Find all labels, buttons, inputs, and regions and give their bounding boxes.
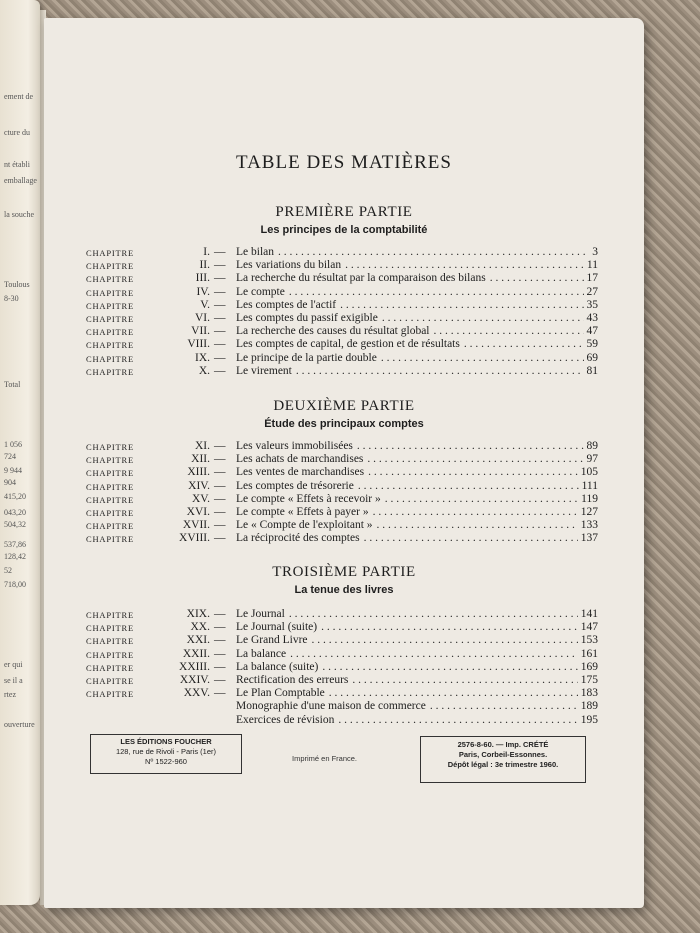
part-3-title: TROISIÈME PARTIE — [272, 564, 416, 580]
toc-row — [86, 634, 598, 647]
left-page-fragment: Total — [4, 380, 21, 389]
em-dash: — — [214, 505, 226, 518]
chapter-title-text: Le bilan — [236, 246, 274, 258]
em-dash: — — [214, 285, 226, 298]
em-dash: — — [214, 259, 226, 272]
left-page-fragment: 128,42 — [4, 552, 26, 561]
toc-row — [86, 506, 598, 519]
page-number: 183 — [578, 687, 598, 700]
part-1-subtitle: Les principes de la comptabilité — [260, 224, 428, 236]
chapter-label: CHAPITRE — [86, 313, 134, 324]
extra-title — [236, 714, 598, 727]
em-dash: — — [214, 466, 226, 479]
extra-title-text: Exercices de révision — [236, 713, 335, 726]
em-dash: — — [214, 338, 226, 351]
toc-row — [86, 286, 598, 299]
chapter-title-text: Les comptes de capital, de gestion et de résultats — [236, 338, 460, 351]
chapter-title — [236, 338, 598, 351]
em-dash: — — [214, 479, 226, 492]
chapter-label: CHAPITRE — [86, 662, 134, 673]
em-dash: — — [214, 272, 226, 285]
page-number: 195 — [578, 714, 598, 727]
em-dash: — — [214, 351, 226, 364]
em-dash: — — [214, 519, 226, 532]
page-number: 27 — [584, 286, 599, 299]
printed-in-france: Imprimé en France. — [292, 754, 358, 763]
chapter-label: CHAPITRE — [86, 610, 134, 620]
chapter-label: CHAPITRE — [86, 340, 134, 351]
toc-row — [86, 246, 598, 259]
chapter-title — [236, 440, 598, 453]
toc-row — [86, 493, 598, 506]
chapter-title-text: Le virement — [236, 364, 292, 377]
publisher-address: 128, rue de Rivoli - Paris (1er) — [115, 747, 217, 756]
toc-row — [86, 272, 598, 285]
chapter-title — [236, 352, 598, 365]
chapter-title-text: Les ventes de marchandises — [236, 466, 365, 479]
em-dash: — — [214, 298, 226, 311]
chapter-label: CHAPITRE — [86, 327, 134, 338]
chapter-number: IV. — [196, 285, 210, 298]
page-number: 169 — [578, 661, 598, 674]
page-number: 11 — [584, 259, 598, 272]
chapter-label: CHAPITRE — [86, 468, 134, 479]
chapter-title-text: Les achats de marchandises — [236, 453, 364, 466]
left-page-fragment: nt établi — [4, 160, 30, 169]
em-dash: — — [214, 532, 226, 545]
page-title: TABLE DES MATIÈRES — [236, 152, 452, 173]
chapter-title — [236, 466, 598, 479]
chapter-number: VII. — [191, 325, 210, 338]
chapter-number: XIII. — [187, 466, 210, 479]
chapter-label: CHAPITRE — [86, 442, 134, 452]
toc-row — [86, 259, 598, 272]
chapter-title — [236, 608, 598, 621]
page-number: 81 — [584, 365, 599, 378]
chapter-title — [236, 532, 598, 545]
chapter-number: XV. — [191, 492, 210, 505]
chapter-label: CHAPITRE — [86, 689, 134, 700]
chapter-label: CHAPITRE — [86, 649, 134, 660]
chapter-title-text: Le Grand Livre — [236, 634, 308, 647]
toc-row — [86, 687, 598, 700]
chapter-number: XIV. — [188, 479, 210, 492]
chapter-number: XVII. — [182, 519, 210, 532]
chapter-title-text: La réciprocité des comptes — [236, 532, 360, 545]
em-dash: — — [214, 311, 226, 324]
chapter-label: CHAPITRE — [86, 507, 134, 518]
toc-row — [86, 480, 598, 493]
page-number: 153 — [578, 634, 598, 647]
chapter-number: I. — [203, 246, 210, 258]
chapter-label: CHAPITRE — [86, 353, 134, 364]
left-page-fragment: la souche — [4, 210, 34, 219]
em-dash: — — [214, 492, 226, 505]
page-number: 17 — [584, 272, 599, 285]
chapter-number: X. — [198, 364, 210, 377]
chapter-number: XXIV. — [179, 673, 210, 686]
chapter-label: CHAPITRE — [86, 675, 134, 686]
chapter-label: CHAPITRE — [86, 481, 134, 492]
page-number: 175 — [578, 674, 598, 687]
part-1-title: PREMIÈRE PARTIE — [275, 204, 413, 220]
chapter-label: CHAPITRE — [86, 623, 134, 634]
chapter-title-text: Le principe de la partie double — [236, 351, 377, 364]
publisher-box — [90, 734, 242, 774]
chapter-title — [236, 272, 598, 285]
chapter-title — [236, 493, 598, 506]
page-number: 47 — [584, 325, 599, 338]
left-page-fragment: emballage — [4, 176, 37, 185]
page-number: 69 — [584, 352, 599, 365]
chapter-title-text: Le Plan Comptable — [236, 687, 325, 700]
chapter-label: CHAPITRE — [86, 534, 134, 545]
em-dash: — — [214, 673, 226, 686]
chapter-title-text: Les valeurs immobilisées — [236, 440, 353, 452]
chapter-title — [236, 506, 598, 519]
left-page-fragment: 9 944 — [4, 466, 22, 475]
printer-line-2: Paris, Corbeil-Essonnes. — [458, 750, 548, 759]
chapter-title — [236, 286, 598, 299]
part-3-chapter-list — [86, 608, 598, 727]
part-2-subtitle: Étude des principaux comptes — [264, 418, 424, 430]
toc-row — [86, 299, 598, 312]
chapter-title-text: La recherche des causes du résultat global — [236, 325, 430, 338]
em-dash: — — [214, 634, 226, 647]
chapter-number: XXIII. — [179, 660, 210, 673]
chapter-number: XXII. — [182, 647, 210, 660]
chapter-title-text: La recherche du résultat par la comparaison des bilans — [236, 272, 486, 285]
toc-row — [86, 608, 598, 621]
em-dash: — — [214, 325, 226, 338]
chapter-number: XXV. — [183, 687, 210, 700]
chapter-title — [236, 648, 598, 661]
chapter-title-text: Le compte — [236, 285, 285, 298]
toc-row-extra — [86, 714, 598, 727]
chapter-title — [236, 634, 598, 647]
page-number: 3 — [589, 246, 598, 259]
chapter-title-text: Rectification des erreurs — [236, 673, 349, 686]
chapter-title — [236, 325, 598, 338]
chapter-label: CHAPITRE — [86, 521, 134, 532]
chapter-number: XX. — [190, 621, 210, 634]
part-1-chapter-list — [86, 246, 598, 378]
chapter-label: CHAPITRE — [86, 274, 134, 285]
extra-title-text: Monographie d'une maison de commerce — [236, 700, 426, 713]
part-2-chapter-list — [86, 440, 598, 546]
chapter-title — [236, 453, 598, 466]
chapter-title-text: Le compte « Effets à recevoir » — [236, 492, 381, 505]
toc-row — [86, 325, 598, 338]
chapter-number: VIII. — [187, 338, 210, 351]
toc-row — [86, 312, 598, 325]
left-page-fragment: ement de — [4, 92, 34, 101]
chapter-label: CHAPITRE — [86, 261, 134, 272]
chapter-label: CHAPITRE — [86, 300, 134, 311]
toc-row — [86, 365, 598, 378]
left-page-fragment: 504,32 — [4, 520, 26, 529]
em-dash: — — [214, 440, 226, 452]
chapter-number: XVI. — [186, 505, 210, 518]
chapter-number: XXI. — [186, 634, 210, 647]
part-2-title: DEUXIÈME PARTIE — [273, 398, 415, 414]
page-number: 127 — [578, 506, 598, 519]
left-page — [0, 0, 40, 905]
chapter-title-text: Le compte « Effets à payer » — [236, 505, 369, 518]
chapter-label: CHAPITRE — [86, 287, 134, 298]
chapter-title — [236, 674, 598, 687]
chapter-number: II. — [199, 259, 210, 272]
chapter-title-text: La balance — [236, 647, 287, 660]
page-number: 35 — [584, 299, 599, 312]
toc-row — [86, 519, 598, 532]
em-dash: — — [214, 453, 226, 466]
toc-row — [86, 621, 598, 634]
page-number: 97 — [584, 453, 599, 466]
chapter-title — [236, 259, 598, 272]
chapter-title-text: Les comptes du passif exigible — [236, 311, 378, 324]
chapter-label: CHAPITRE — [86, 494, 134, 505]
chapter-title — [236, 661, 598, 674]
left-page-fragment: er qui — [4, 660, 23, 669]
chapter-title-text: Le Journal (suite) — [236, 621, 318, 634]
chapter-title — [236, 365, 598, 378]
chapter-title — [236, 246, 598, 259]
chapter-number: III. — [195, 272, 210, 285]
printer-line-3: Dépôt légal : 3e trimestre 1960. — [447, 760, 559, 769]
chapter-title-text: Le Journal — [236, 608, 285, 620]
chapter-label: CHAPITRE — [86, 366, 134, 377]
page-number: 147 — [578, 621, 598, 634]
chapter-title-text: Les comptes de trésorerie — [236, 479, 354, 492]
contents-page — [44, 18, 644, 908]
chapter-title-text: La balance (suite) — [236, 660, 319, 673]
left-page-fragment: 718,00 — [4, 580, 26, 589]
left-page-fragment: 8-30 — [4, 294, 19, 303]
left-page-fragment: se il a — [4, 676, 23, 685]
chapter-title-text: Les variations du bilan — [236, 259, 342, 272]
part-3-subtitle: La tenue des livres — [294, 584, 394, 596]
chapter-number: XI. — [194, 440, 210, 452]
chapter-title-text: Les comptes de l'actif — [236, 298, 337, 311]
chapter-number: VI. — [194, 311, 210, 324]
publisher-number: Nº 1522-960 — [145, 757, 187, 766]
chapter-number: XIX. — [186, 608, 210, 620]
em-dash: — — [214, 364, 226, 377]
chapter-label: CHAPITRE — [86, 636, 134, 647]
left-page-fragment: 537,86 — [4, 540, 26, 549]
left-page-fragment: 904 — [4, 478, 16, 487]
page-number: 111 — [579, 480, 598, 493]
extra-title — [236, 700, 598, 713]
chapter-title — [236, 687, 598, 700]
em-dash: — — [214, 660, 226, 673]
page-number: 89 — [584, 440, 599, 453]
toc-row — [86, 338, 598, 351]
printer-line-1: 2576-8-60. — Imp. CRÉTÉ — [457, 740, 549, 749]
em-dash: — — [214, 687, 226, 700]
page-number: 161 — [578, 648, 598, 661]
page-number: 137 — [578, 532, 598, 545]
chapter-title-text: Le « Compte de l'exploitant » — [236, 519, 373, 532]
page-number: 105 — [578, 466, 598, 479]
em-dash: — — [214, 608, 226, 620]
page-number: 119 — [578, 493, 598, 506]
chapter-number: IX. — [194, 351, 210, 364]
left-page-fragment: Toulous — [4, 280, 30, 289]
em-dash: — — [214, 246, 226, 258]
printer-box — [420, 736, 586, 783]
chapter-title — [236, 299, 598, 312]
page-number: 43 — [584, 312, 599, 325]
left-page-fragment: ouverture — [4, 720, 35, 729]
toc-row — [86, 532, 598, 545]
toc-row — [86, 440, 598, 453]
left-page-fragment: 043,20 — [4, 508, 26, 517]
chapter-title — [236, 312, 598, 325]
chapter-number: XVIII. — [179, 532, 210, 545]
page-number: 189 — [578, 700, 598, 713]
toc-row — [86, 352, 598, 365]
left-page-fragment: rtez — [4, 690, 16, 699]
publisher-name: LES ÉDITIONS FOUCHER — [120, 737, 212, 746]
page-number: 141 — [578, 608, 598, 621]
em-dash: — — [214, 647, 226, 660]
chapter-label: CHAPITRE — [86, 455, 134, 466]
chapter-title — [236, 621, 598, 634]
left-page-fragment: 724 — [4, 452, 16, 461]
chapter-label: CHAPITRE — [86, 248, 134, 258]
em-dash: — — [214, 621, 226, 634]
toc-row — [86, 674, 598, 687]
chapter-number: XII. — [191, 453, 210, 466]
left-page-fragment: cture du — [4, 128, 30, 137]
left-page-fragment: 1 056 — [4, 440, 22, 449]
chapter-title — [236, 480, 598, 493]
toc-row — [86, 661, 598, 674]
page-number: 59 — [584, 338, 599, 351]
chapter-title — [236, 519, 598, 532]
left-page-fragment: 52 — [4, 566, 12, 575]
chapter-number: V. — [200, 298, 210, 311]
toc-row — [86, 648, 598, 661]
toc-row — [86, 466, 598, 479]
toc-row-extra — [86, 700, 598, 713]
toc-row — [86, 453, 598, 466]
left-page-fragment: 415,20 — [4, 492, 26, 501]
page-number: 133 — [578, 519, 598, 532]
